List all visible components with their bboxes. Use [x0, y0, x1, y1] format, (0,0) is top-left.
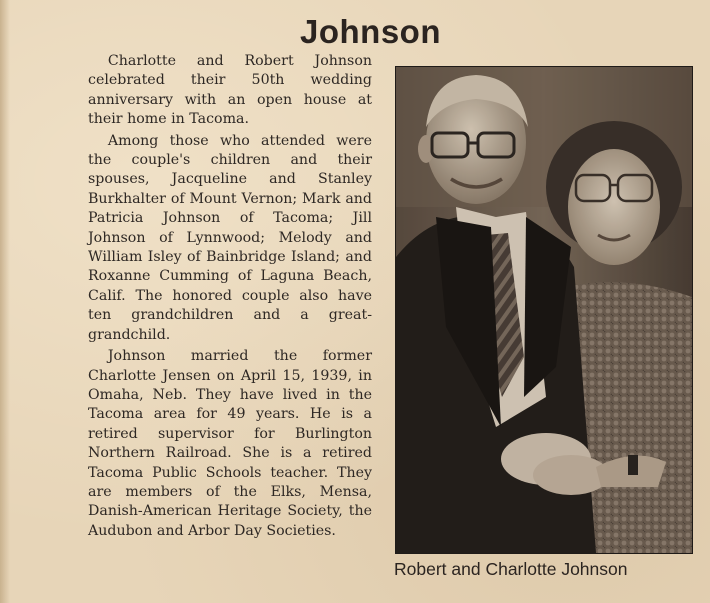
headline: Johnson — [300, 13, 441, 50]
couple-photo — [395, 66, 693, 554]
article-paragraph-1: Charlotte and Robert Johnson celebrated their 50th wedding anniversary with an open house at their home in Tacoma. — [88, 53, 372, 128]
photo-caption: Robert and Charlotte Johnson — [394, 559, 628, 579]
paper-edge-shadow — [0, 0, 10, 603]
article-body — [88, 52, 372, 543]
article-paragraph-2: Among those who attended were the couple's children and their spouses, Jacqueline and Stanley Burkhalter of Mount Vernon; Mark and Patricia Johnson of Tacoma; Jill Johnson of Lynnwood; Melody and William Isley of Bainbridge Island; and Roxanne Cumming of Laguna Beach, Calif. The honored couple also have ten grandchildren and a great-grandchild. — [88, 132, 372, 343]
couple-photo-illustration — [396, 67, 692, 553]
article-paragraph-3: Johnson married the former Charlotte Jensen on April 15, 1939, in Omaha, Neb. They have lived in the Tacoma area for 49 years. He is a retired supervisor for Burlington Northern Railroad. She is a retired Tacoma Public Schools teacher. They are members of the Elks, Mensa, Danish-American Heritage Society, the Audubon and Arbor Day Societies. — [88, 348, 372, 539]
